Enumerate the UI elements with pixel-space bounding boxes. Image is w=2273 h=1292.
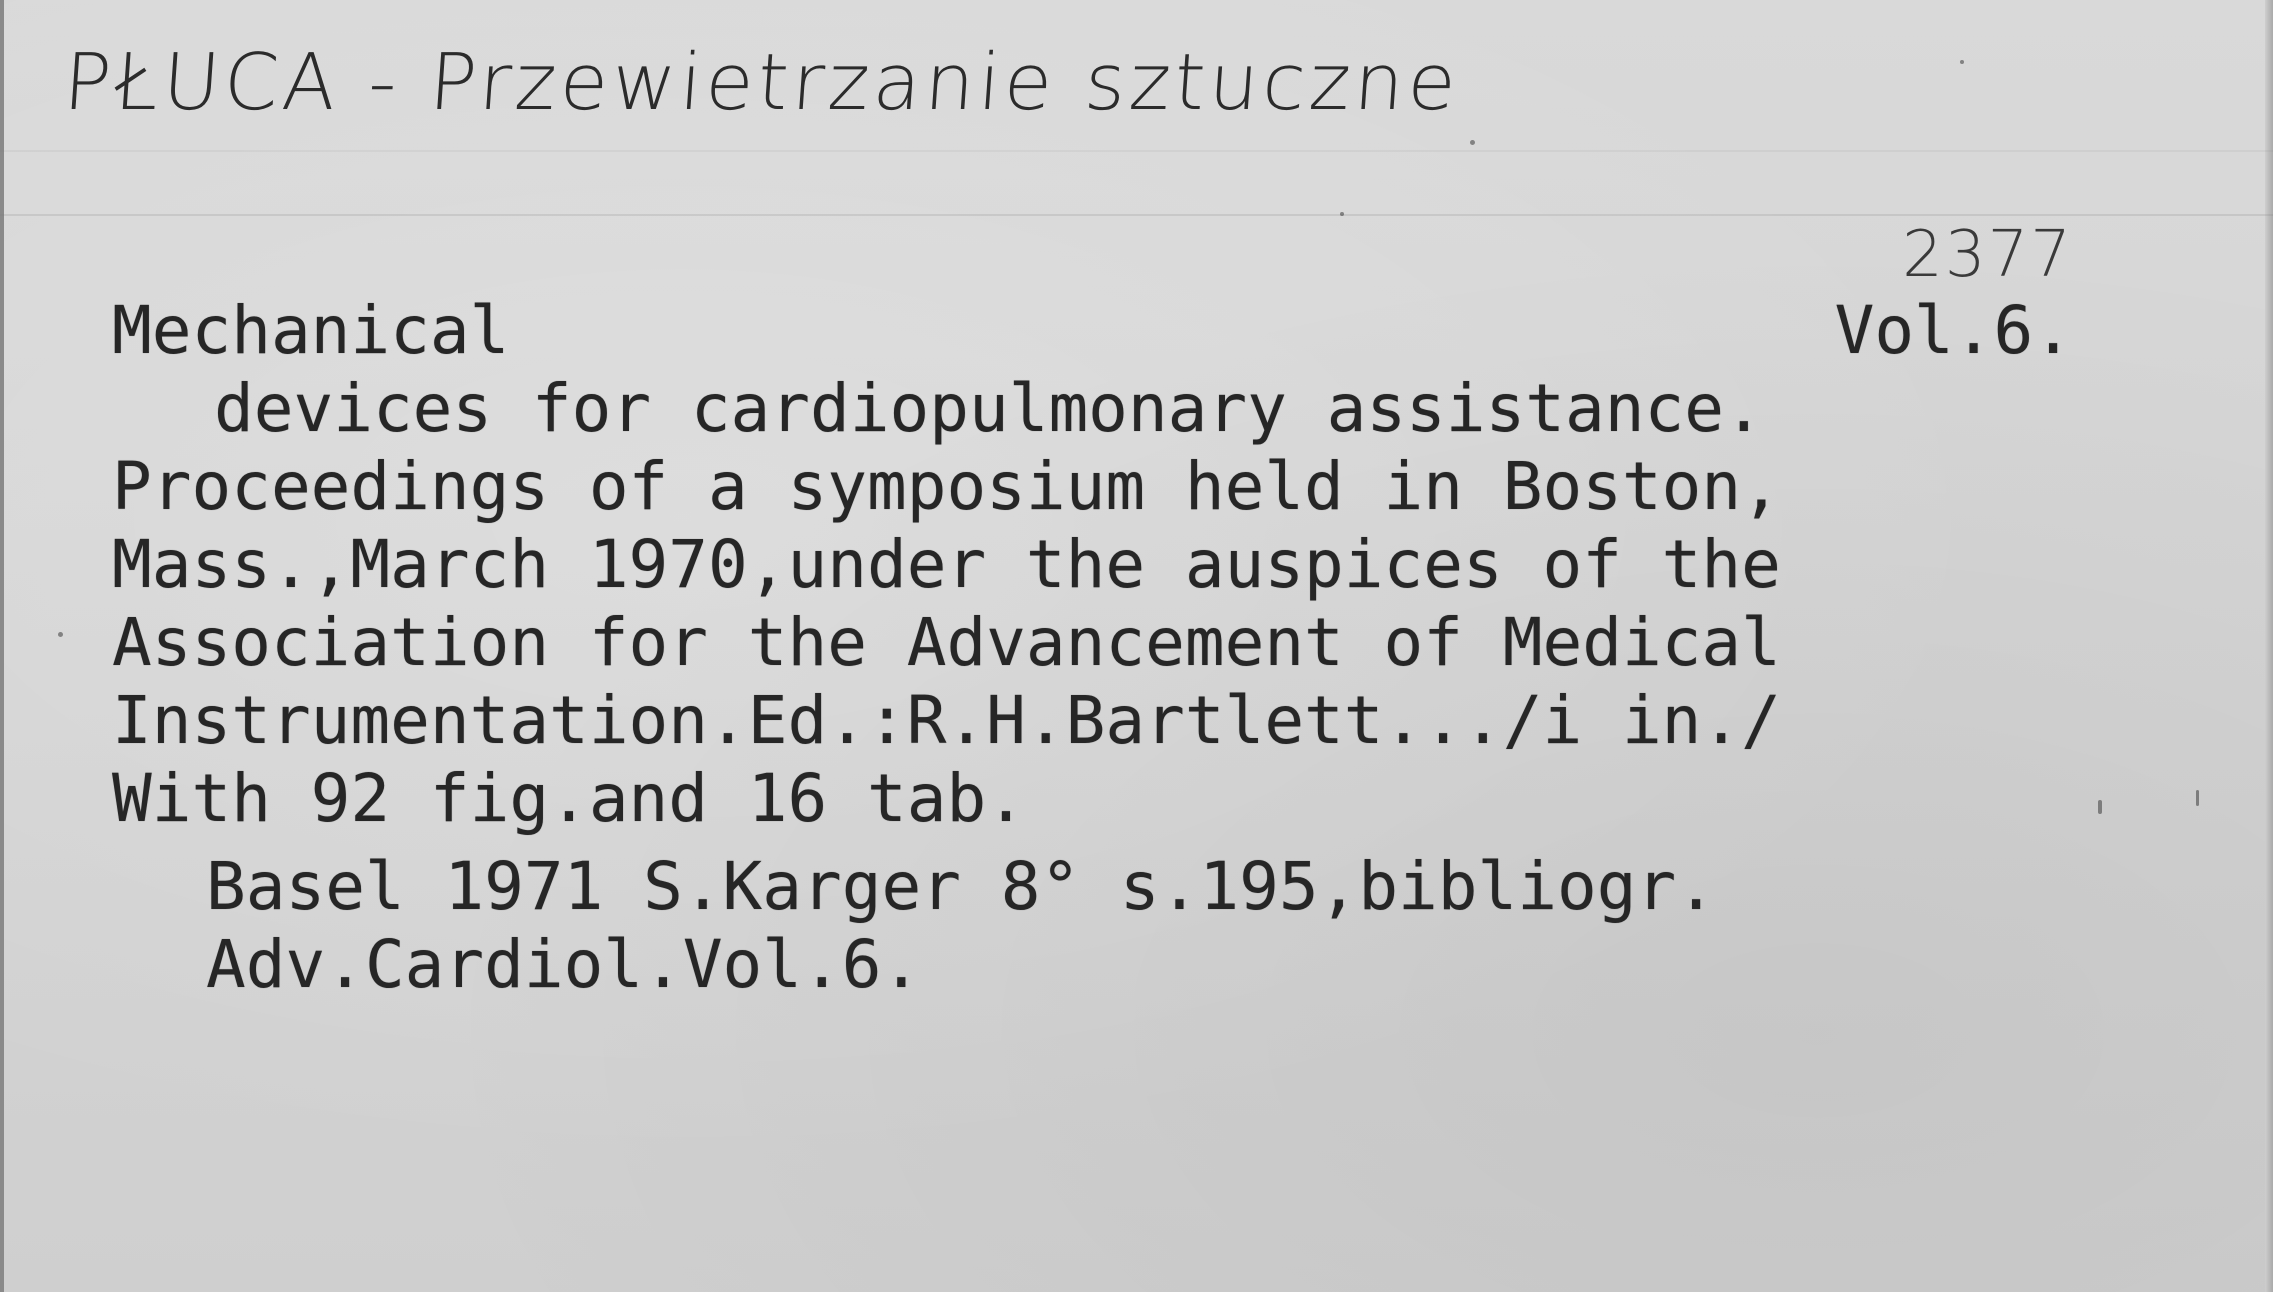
- title-line-2: devices for cardiopulmonary assistance.: [214, 370, 1764, 447]
- volume-label: Vol.6.: [1834, 292, 2073, 369]
- series-line: Adv.Cardiol.Vol.6.: [206, 926, 922, 1003]
- title-line-5: Association for the Advancement of Medical: [112, 604, 1781, 681]
- card-rule-line-upper: [0, 150, 2273, 152]
- title-line-4: Mass.,March 1970,under the auspices of the: [112, 526, 1781, 603]
- paper-speck: [1470, 140, 1475, 145]
- card-right-edge: [2265, 0, 2273, 1292]
- paper-speck: [2098, 800, 2102, 814]
- paper-speck: [1960, 60, 1964, 64]
- card-left-edge: [0, 0, 4, 1292]
- illustrations-line: With 92 fig.and 16 tab.: [112, 760, 1026, 837]
- card-rule-line: [0, 214, 2273, 216]
- title-line-3: Proceedings of a symposium held in Boston,: [112, 448, 1781, 525]
- subject-heading: PŁUCA - Przewietrzanie sztuczne: [60, 38, 1463, 128]
- paper-speck: [2196, 790, 2199, 806]
- paper-speck: [1340, 212, 1344, 216]
- title-line-1: Mechanical: [112, 292, 510, 369]
- imprint-line: Basel 1971 S.Karger 8° s.195,bibliogr.: [206, 848, 1716, 925]
- call-number: 2377: [1902, 218, 2073, 292]
- editor-line: Instrumentation.Ed.:R.H.Bartlett.../i in./: [112, 682, 1781, 759]
- paper-speck: [58, 632, 63, 637]
